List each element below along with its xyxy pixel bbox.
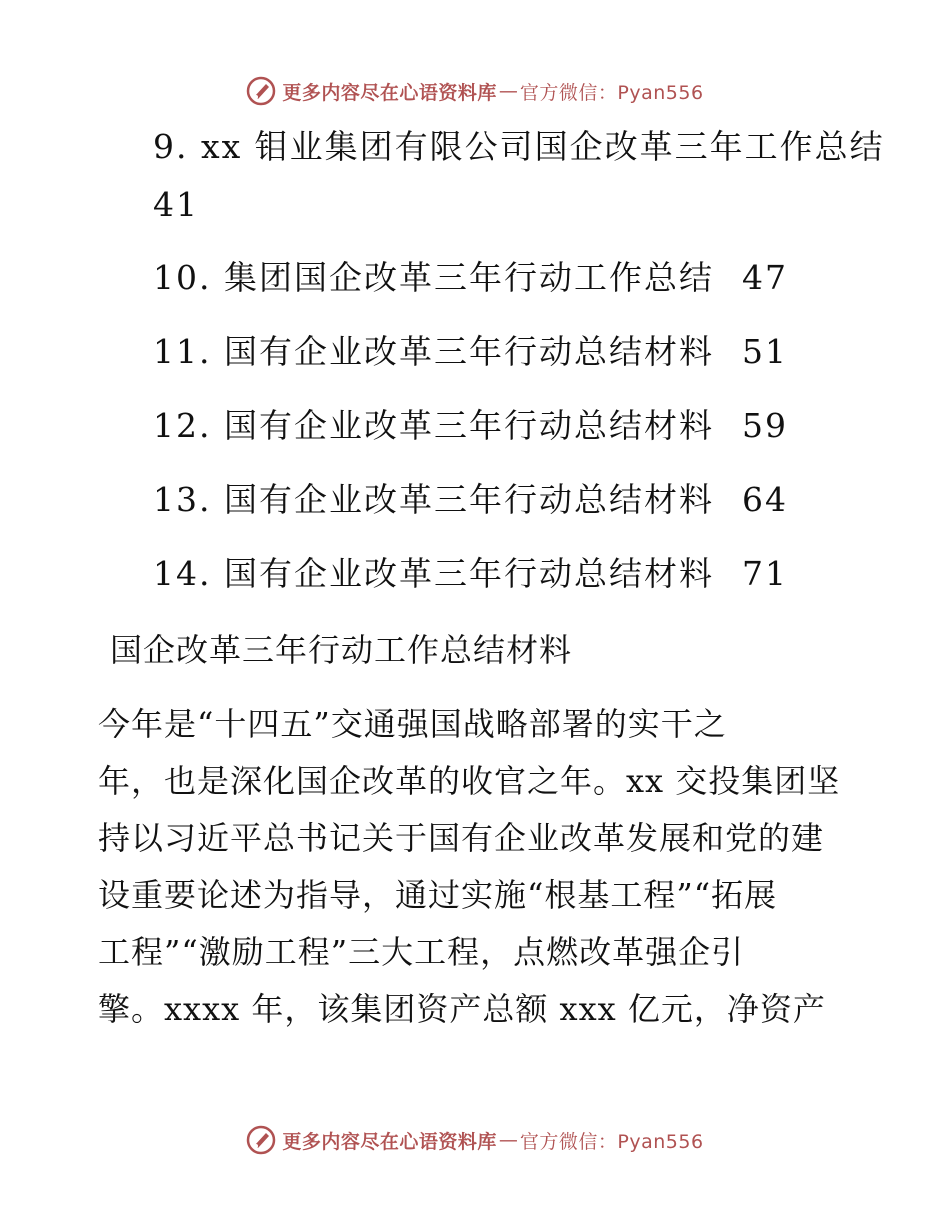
- body-line: 持以习近平总书记关于国有企业改革发展和党的建: [98, 819, 825, 857]
- watermark-separator: —: [498, 80, 518, 102]
- section-title: 国企改革三年行动工作总结材料: [110, 631, 573, 669]
- toc-item-page: 64: [741, 480, 788, 519]
- body-line: 设重要论述为指导，通过实施“根基工程”“拓展: [98, 876, 778, 914]
- toc-item-page: 59: [741, 406, 788, 445]
- toc-item-page: 71: [741, 554, 788, 593]
- toc-item-label: 14. 国有企业改革三年行动总结材料: [153, 554, 714, 593]
- watermark-contact: 官方微信：Pyan556: [519, 81, 704, 104]
- brand-logo-icon: [246, 1125, 276, 1155]
- body-line: 今年是“十四五”交通强国战略部署的实干之: [98, 705, 727, 743]
- toc-item-label: 9. xx 钼业集团有限公司国企改革三年工作总结: [153, 127, 885, 166]
- header-watermark: [0, 71, 950, 111]
- toc-item: [153, 332, 788, 372]
- toc-item-label: 10. 集团国企改革三年行动工作总结: [153, 258, 714, 297]
- footer-watermark: [0, 1120, 950, 1160]
- toc-item: [153, 258, 788, 298]
- brand-logo-icon: [246, 76, 276, 106]
- body-line: 年，也是深化国企改革的收官之年。xx 交投集团坚: [98, 762, 841, 800]
- toc-item-page: 51: [741, 332, 788, 371]
- toc-item: [153, 406, 788, 446]
- toc-item: [153, 554, 788, 594]
- watermark-separator: —: [498, 1129, 518, 1151]
- toc-item-label: 12. 国有企业改革三年行动总结材料: [153, 406, 714, 445]
- watermark-contact: 官方微信：Pyan556: [519, 1130, 704, 1153]
- watermark-text: 更多内容尽在心语资料库: [282, 1130, 497, 1153]
- toc-item: [153, 480, 788, 520]
- toc-item: [153, 127, 885, 167]
- toc-item-label: 11. 国有企业改革三年行动总结材料: [153, 332, 714, 371]
- body-line: 工程”“激励工程”三大工程，点燃改革强企引: [98, 933, 745, 971]
- toc-item-label: 13. 国有企业改革三年行动总结材料: [153, 480, 714, 519]
- watermark-text: 更多内容尽在心语资料库: [282, 81, 497, 104]
- toc-item-page-wrap: [153, 185, 199, 225]
- body-line: 擎。xxxx 年，该集团资产总额 xxx 亿元，净资产: [98, 990, 826, 1028]
- toc-item-page: 47: [741, 258, 788, 297]
- toc-item-page: 41: [153, 185, 199, 224]
